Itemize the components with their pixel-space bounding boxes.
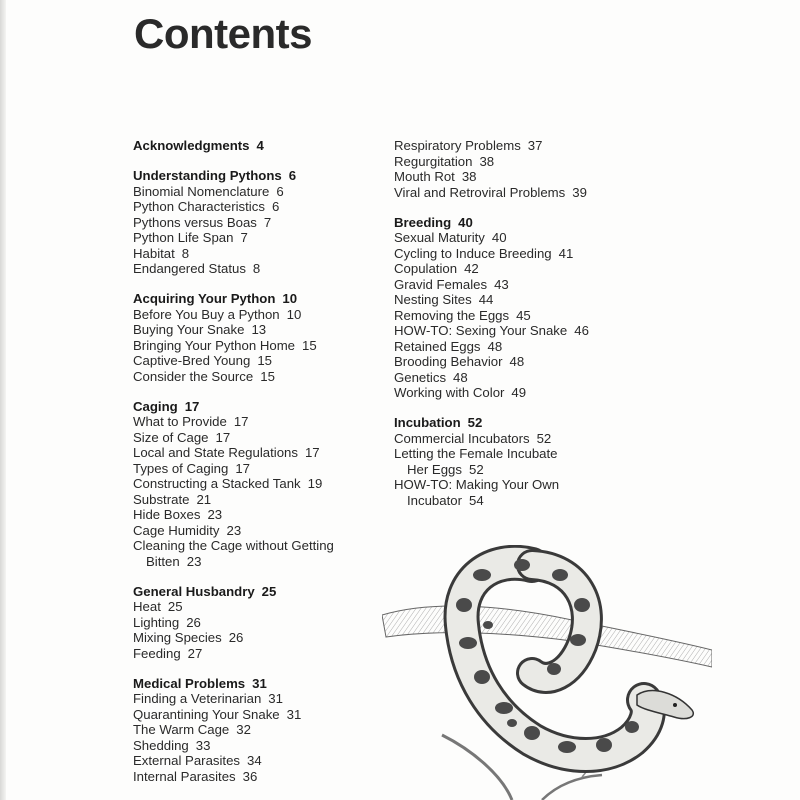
toc-entry-page-number: 15 [257,353,272,368]
toc-entry-text: Internal Parasites [133,768,236,784]
toc-entry-page-number: 52 [536,430,552,446]
toc-entry-page-number: 23 [207,507,223,522]
toc-entry-page-number: 8 [181,245,190,261]
toc-entry[interactable] [133,738,383,754]
toc-entry-page-number: 33 [195,737,211,753]
section-page-number: 6 [288,168,297,183]
section-heading[interactable] [394,215,624,231]
toc-entry[interactable] [394,446,624,462]
toc-entry-page-number: 17 [304,445,320,460]
toc-entry-text: Working with Color [394,385,505,400]
toc-entry-page-number: 17 [235,460,250,476]
toc-entry-text: Shedding [133,737,189,753]
toc-section [394,138,624,200]
section-heading-text: Acknowledgments [133,138,250,153]
toc-entry[interactable] [133,599,383,615]
toc-section [133,291,383,384]
toc-entry[interactable] [394,185,624,201]
toc-entry-text: Sexual Maturity [394,230,485,245]
toc-entry[interactable] [133,507,383,523]
section-heading-text: Incubation [394,415,461,430]
page-title: Contents [134,10,312,57]
toc-entry-text: Quarantining Your Snake [133,706,280,722]
toc-section [133,584,383,662]
toc-entry-page-number: 31 [286,706,302,722]
toc-entry-page-number: 26 [186,614,201,630]
toc-entry-page-number: 39 [572,184,587,200]
toc-section [133,138,383,154]
section-heading[interactable] [133,584,383,600]
section-heading-text: Acquiring Your Python [133,291,276,306]
toc-entry[interactable] [133,691,383,707]
toc-entry-page-number: 43 [494,276,509,292]
toc-entry-text: Commercial Incubators [394,430,530,446]
toc-entry-page-number: 15 [302,337,317,353]
toc-entry-text: Constructing a Stacked Tank [133,476,301,491]
toc-entry-text: Finding a Veterinarian [133,691,262,706]
toc-entry[interactable] [394,385,624,401]
toc-entry-continuation[interactable] [394,493,624,509]
toc-entry[interactable] [133,538,383,554]
toc-entry[interactable] [133,646,383,662]
toc-entry-continuation-text: Bitten [146,553,180,569]
python-snake-illustration [382,545,712,800]
toc-entry[interactable] [133,707,383,723]
section-heading[interactable] [133,168,383,184]
toc-entry[interactable] [133,445,383,461]
toc-entry[interactable] [133,615,383,631]
toc-entry[interactable] [394,277,624,293]
toc-entry-page-number: 27 [187,645,203,661]
section-heading[interactable] [133,399,383,415]
section-heading-text: Medical Problems [133,675,246,691]
toc-entry[interactable] [394,431,624,447]
section-heading[interactable] [133,138,383,154]
toc-entry-page-number: 8 [252,261,261,276]
toc-entry-text: Mixing Species [133,630,222,645]
toc-entry-text: Pythons versus Boas [133,214,257,230]
toc-entry[interactable] [394,308,624,324]
toc-entry-text: Heat [133,599,161,614]
toc-section [394,215,624,401]
toc-entry-page-number: 25 [167,599,183,614]
toc-entry[interactable] [394,246,624,262]
toc-entry[interactable] [133,215,383,231]
toc-entry-text: Captive-Bred Young [133,353,251,368]
toc-entry-text: Habitat [133,245,175,261]
section-heading-text: Understanding Pythons [133,168,282,183]
toc-section [133,168,383,277]
toc-entry[interactable] [394,323,624,339]
toc-entry-page-number: 6 [276,183,284,199]
toc-entry-text: Letting the Female Incubate [394,446,558,461]
toc-entry-page-number: 46 [574,323,589,338]
toc-entry-continuation[interactable] [394,462,624,478]
toc-section [133,399,383,570]
toc-entry-text: Cycling to Induce Breeding [394,245,552,261]
toc-entry[interactable] [394,138,624,154]
toc-entry-text: Mouth Rot [394,169,455,184]
toc-entry-page-number: 19 [307,476,323,491]
section-heading[interactable] [394,415,624,431]
toc-entry-text: Viral and Retroviral Problems [394,184,566,200]
toc-entry[interactable] [133,630,383,646]
toc-entry-text: Size of Cage [133,429,209,445]
toc-entry-page-number: 21 [196,491,212,507]
toc-entry-text: Python Life Span [133,230,234,245]
toc-entry-page-number: 36 [242,768,258,784]
toc-entry-page-number: 15 [260,368,275,384]
toc-entry[interactable] [133,461,383,477]
toc-entry-text: Feeding [133,645,181,661]
toc-entry[interactable] [133,476,383,492]
toc-entry-text: Cage Humidity [133,522,220,538]
toc-entry[interactable] [394,354,624,370]
toc-entry-page-number: 7 [263,214,272,230]
section-page-number: 4 [256,138,264,153]
toc-entry-text: Nesting Sites [394,292,472,307]
section-heading-text: Breeding [394,214,452,230]
toc-entry-page-number: 48 [487,338,503,354]
toc-entry-text: Lighting [133,614,180,630]
toc-entry-page-number: 17 [215,429,231,445]
section-heading[interactable] [133,291,383,307]
toc-entry-text: Local and State Regulations [133,445,298,460]
toc-entry[interactable] [133,184,383,200]
toc-left-column [133,138,383,799]
toc-entry[interactable] [394,292,624,308]
toc-entry-page-number: 45 [516,307,531,323]
toc-entry-page-number: 32 [236,722,251,737]
toc-entry-text: Brooding Behavior [394,354,503,369]
toc-entry[interactable] [133,338,383,354]
toc-entry-page-number: 13 [251,322,267,337]
toc-entry-text: What to Provide [133,414,227,429]
toc-entry-text: Removing the Eggs [394,307,510,323]
toc-entry[interactable] [133,414,383,430]
toc-entry[interactable] [133,322,383,338]
toc-section [394,415,624,508]
toc-entry-text: Types of Caging [133,460,229,476]
section-heading-text: Caging [133,398,178,414]
toc-entry-continuation-text: Her Eggs [407,461,462,477]
toc-entry[interactable] [133,353,383,369]
toc-right-column [394,138,624,523]
toc-entry[interactable] [394,339,624,355]
toc-entry-text: Bringing Your Python Home [133,337,296,353]
toc-entry-page-number: 10 [286,306,302,322]
page-edge-shadow [0,0,6,800]
toc-entry-page-number: 54 [469,492,484,508]
toc-entry-continuation[interactable] [133,554,383,570]
toc-entry-text: Buying Your Snake [133,322,245,337]
toc-entry[interactable] [394,261,624,277]
section-page-number: 31 [252,675,267,691]
section-page-number: 10 [282,291,298,306]
toc-entry[interactable] [133,430,383,446]
toc-entry-text: Gravid Females [394,276,488,292]
toc-entry-page-number: 38 [461,169,477,184]
toc-entry[interactable] [394,169,624,185]
toc-entry[interactable] [394,154,624,170]
toc-entry[interactable] [133,492,383,508]
toc-entry[interactable] [133,246,383,262]
toc-entry-text: External Parasites [133,753,241,768]
toc-entry[interactable] [394,477,624,493]
toc-entry-text: Binomial Nomenclature [133,183,270,199]
toc-entry-page-number: 52 [468,461,484,477]
toc-entry-page-number: 49 [511,385,527,400]
toc-entry-text: Cleaning the Cage without Getting [133,538,334,553]
toc-entry-text: Copulation [394,261,458,276]
toc-entry[interactable] [133,753,383,769]
toc-entry-page-number: 26 [228,630,244,645]
toc-entry-text: Endangered Status [133,261,246,276]
section-page-number: 17 [184,398,200,414]
toc-section [133,676,383,785]
toc-entry-text: Genetics [394,369,447,385]
toc-entry-page-number: 37 [527,138,543,153]
toc-entry-text: Before You Buy a Python [133,306,280,322]
toc-entry-page-number: 31 [268,691,283,706]
toc-entry-text: Hide Boxes [133,507,201,522]
toc-entry-text: HOW-TO: Sexing Your Snake [394,323,568,338]
toc-entry-page-number: 38 [479,153,495,169]
toc-entry-page-number: 7 [240,230,248,245]
toc-entry[interactable] [133,769,383,785]
toc-entry[interactable] [394,230,624,246]
toc-entry-page-number: 48 [509,354,525,369]
section-heading-text: General Husbandry [133,583,255,599]
section-heading[interactable] [133,676,383,692]
toc-entry-page-number: 44 [478,292,494,307]
section-page-number: 40 [458,214,473,230]
toc-entry-page-number: 48 [453,369,468,385]
toc-entry[interactable] [133,199,383,215]
toc-entry-continuation-text: Incubator [407,492,462,508]
toc-entry-page-number: 23 [186,553,202,569]
toc-entry-text: HOW-TO: Making Your Own [394,477,560,492]
toc-entry-text: Regurgitation [394,153,473,169]
toc-entry-text: Retained Eggs [394,338,481,354]
toc-entry[interactable] [133,523,383,539]
toc-entry-page-number: 40 [491,230,507,245]
toc-entry-page-number: 42 [464,261,479,276]
toc-entry-text: Consider the Source [133,368,254,384]
toc-entry[interactable] [133,261,383,277]
section-page-number: 25 [261,583,277,599]
toc-entry[interactable] [133,369,383,385]
snake-body [456,559,693,755]
toc-entry[interactable] [133,230,383,246]
toc-entry[interactable] [133,307,383,323]
toc-entry-text: The Warm Cage [133,722,230,737]
toc-entry-text: Python Characteristics [133,199,265,214]
toc-entry-page-number: 6 [271,199,280,214]
toc-entry-page-number: 23 [226,522,242,538]
toc-entry-page-number: 34 [247,753,262,768]
toc-entry[interactable] [394,370,624,386]
toc-entry-page-number: 17 [233,414,249,429]
section-page-number: 52 [467,415,483,430]
toc-entry-page-number: 41 [558,245,574,261]
toc-entry-text: Substrate [133,491,190,507]
toc-entry[interactable] [133,722,383,738]
toc-entry-text: Respiratory Problems [394,138,521,153]
